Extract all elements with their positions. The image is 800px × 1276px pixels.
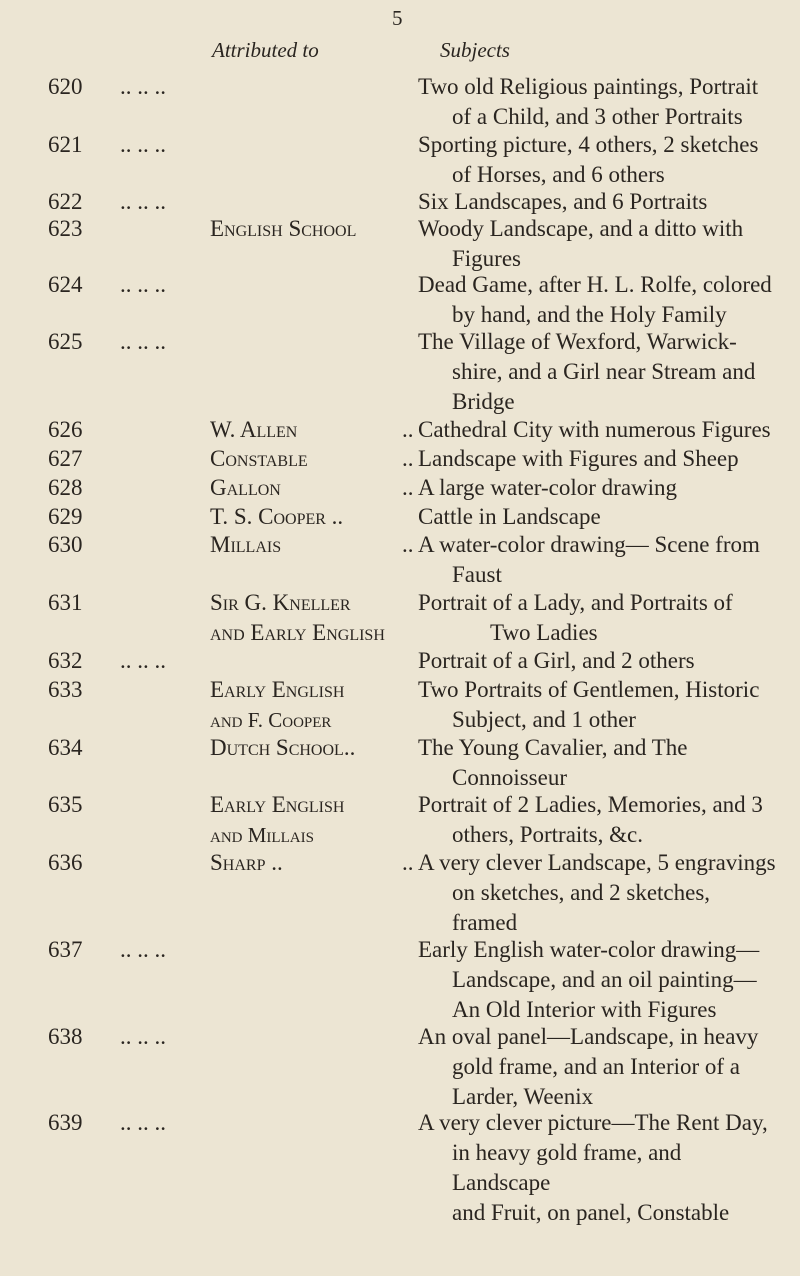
attributed-artist: W. Allen [210, 417, 298, 442]
lot-subject [418, 1022, 780, 1112]
leader-dots: .. .. .. [120, 74, 166, 99]
subject-continuation-line: Faust [452, 562, 502, 587]
leader-dots: .. [402, 850, 414, 875]
leader-dots: .. [402, 532, 414, 557]
lot-number: 627 [48, 446, 83, 471]
lot-subject [418, 327, 780, 417]
lot-number: 630 [48, 532, 83, 557]
subject-continuation-line: Connoisseur [452, 765, 567, 790]
header-subjects: Subjects [440, 38, 510, 62]
lot-number: 636 [48, 850, 83, 875]
header-attributed-to: Attributed to [212, 38, 319, 62]
subject-line: Early English water-color drawing— [418, 937, 760, 962]
subject-continuation-line: Figures [452, 246, 521, 271]
attributed-artist: Gallon [210, 475, 281, 500]
leader-dots: .. .. .. [120, 1024, 166, 1049]
subject-line: The Young Cavalier, and The [418, 735, 688, 760]
subject-line: Two Portraits of Gentlemen, Historic [418, 677, 760, 702]
subject-continuation-line: Two Ladies [490, 620, 598, 645]
subject-continuation-line: shire, and a Girl near Stream and [452, 359, 756, 384]
lot-number: 638 [48, 1024, 83, 1049]
subject-continuation-line: Landscape, and an oil painting— [452, 967, 757, 992]
lot-subject [418, 502, 780, 532]
subject-line: Sporting picture, 4 others, 2 sketches [418, 132, 759, 157]
lot-number: 628 [48, 475, 83, 500]
lot-subject [418, 1108, 780, 1228]
lot-subject [418, 790, 780, 850]
subject-continuation-line: Bridge [452, 389, 515, 414]
subject-line: A large water-color drawing [418, 475, 678, 500]
lot-subject [418, 214, 780, 274]
lot-number: 635 [48, 792, 83, 817]
lot-number: 620 [48, 74, 83, 99]
lot-subject [418, 444, 780, 474]
subject-continuation-line: gold frame, and an Interior of a [452, 1054, 741, 1079]
lot-subject [418, 646, 780, 676]
lot-subject [418, 935, 780, 1025]
subject-continuation-line: others, Portraits, &c. [452, 822, 643, 847]
lot-subject [418, 588, 780, 618]
leader-dots: .. [402, 446, 414, 471]
subject-continuation-line: Subject, and 1 other [452, 707, 636, 732]
lot-number: 631 [48, 590, 83, 615]
leader-dots: .. .. .. [120, 189, 166, 214]
attributed-artist: English School [210, 216, 357, 241]
leader-dots: .. .. .. [120, 272, 166, 297]
attributed-artist-continued: and Early English [210, 620, 385, 645]
leader-dots: .. .. .. [120, 329, 166, 354]
subject-line: Portrait of 2 Ladies, Memories, and 3 [418, 792, 763, 817]
subject-line: Cattle in Landscape [418, 504, 601, 529]
attributed-artist: Constable [210, 446, 308, 471]
lot-subject [418, 675, 780, 735]
attributed-artist: Early English [210, 677, 345, 702]
subject-line: Landscape with Figures and Sheep [418, 446, 739, 471]
page-number: 5 [392, 6, 403, 30]
leader-dots: .. .. .. [120, 648, 166, 673]
subject-line: A water-color drawing— Scene from [418, 532, 760, 557]
subject-line: Dead Game, after H. L. Rolfe, colored [418, 272, 772, 297]
lot-subject [418, 270, 780, 330]
subject-line: Cathedral City with numerous Figures [418, 417, 771, 442]
subject-continuation-line: on sketches, and 2 sketches, framed [452, 880, 711, 935]
subject-continuation-line: in heavy gold frame, and Landscape [452, 1140, 682, 1195]
attributed-artist: Sir G. Kneller [210, 590, 351, 615]
subject-continuation-line: of Horses, and 6 others [452, 162, 665, 187]
subject-line: Two old Religious paintings, Portrait [418, 74, 759, 99]
attributed-artist: Early English [210, 792, 345, 817]
lot-number: 625 [48, 329, 83, 354]
lot-number: 637 [48, 937, 83, 962]
lot-number: 633 [48, 677, 83, 702]
lot-number: 621 [48, 132, 83, 157]
lot-number: 624 [48, 272, 83, 297]
attributed-artist-continued: and Millais [210, 823, 314, 847]
lot-number: 626 [48, 417, 83, 442]
subject-continuation-line: of a Child, and 3 other Portraits [452, 104, 743, 129]
leader-dots: .. [402, 475, 414, 500]
attributed-artist-continued: and F. Cooper [210, 708, 332, 732]
subject-line: The Village of Wexford, Warwick- [418, 329, 737, 354]
subject-line: Woody Landscape, and a ditto with [418, 216, 744, 241]
lot-subject [418, 530, 780, 590]
attributed-artist: Dutch School.. [210, 735, 356, 760]
lot-subject [418, 415, 780, 445]
attributed-artist: Sharp .. [210, 850, 283, 875]
lot-number: 639 [48, 1110, 83, 1135]
subject-continuation-line: by hand, and the Holy Family [452, 302, 727, 327]
attributed-artist: Millais [210, 532, 282, 557]
leader-dots: .. .. .. [120, 132, 166, 157]
subject-continuation-line: An Old Interior with Figures [452, 997, 717, 1022]
leader-dots: .. [402, 417, 414, 442]
lot-subject [418, 848, 780, 938]
subject-line: Portrait of a Lady, and Portraits of [418, 590, 733, 615]
lot-number: 623 [48, 216, 83, 241]
lot-number: 629 [48, 504, 83, 529]
subject-line: A very clever picture—The Rent Day, [418, 1110, 768, 1135]
leader-dots: .. .. .. [120, 937, 166, 962]
subject-line: A very clever Landscape, 5 engravings [418, 850, 776, 875]
attributed-artist: T. S. Cooper .. [210, 504, 344, 529]
lot-subject [418, 733, 780, 793]
lot-subject [418, 187, 780, 217]
subject-line: Six Landscapes, and 6 Portraits [418, 189, 708, 214]
lot-number: 632 [48, 648, 83, 673]
lot-subject [418, 130, 780, 190]
lot-subject [418, 72, 780, 132]
subject-line: An oval panel—Landscape, in heavy [418, 1024, 759, 1049]
lot-subject [418, 473, 780, 503]
lot-number: 622 [48, 189, 83, 214]
lot-number: 634 [48, 735, 83, 760]
subject-line: Portrait of a Girl, and 2 others [418, 648, 695, 673]
leader-dots: .. .. .. [120, 1110, 166, 1135]
subject-continuation-line: Larder, Weenix [452, 1084, 594, 1109]
subject-continuation-line: and Fruit, on panel, Constable [452, 1200, 730, 1225]
